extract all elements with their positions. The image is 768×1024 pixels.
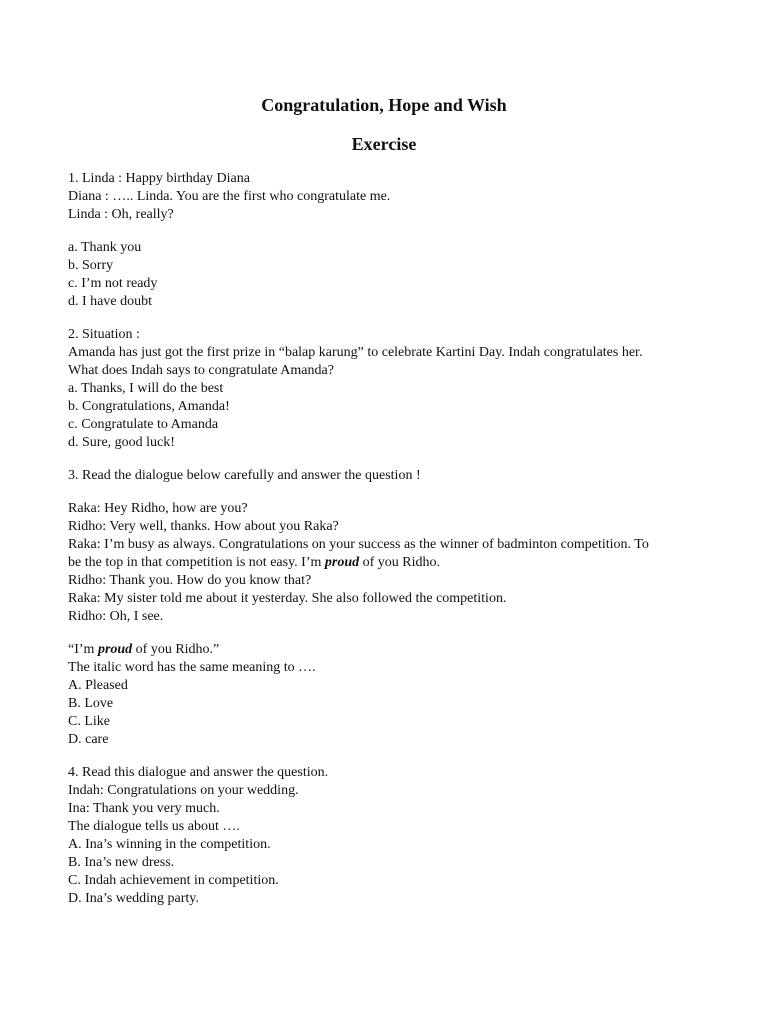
quote-text: of you Ridho.” [135, 642, 220, 657]
question-4-line: Indah: Congratulations on your wedding. [68, 783, 299, 798]
page-subtitle: Exercise [351, 134, 417, 154]
question-1-line: Linda : Oh, really? [68, 207, 174, 222]
question-3-option: B. Love [68, 696, 114, 711]
question-4-option: C. Indah achievement in competition. [68, 873, 279, 888]
question-4-option: B. Ina’s new dress. [68, 855, 175, 870]
question-3-option: A. Pleased [68, 678, 128, 693]
question-2-option: d. Sure, good luck! [68, 435, 175, 450]
dialogue-text: of you Ridho. [362, 555, 440, 570]
page-title: Congratulation, Hope and Wish [261, 95, 507, 115]
question-3-option: D. care [68, 732, 109, 747]
question-1-line: Diana : ….. Linda. You are the first who congratulate me. [68, 189, 391, 204]
emphasized-word: proud [324, 555, 360, 570]
dialogue-line [68, 554, 708, 572]
dialogue-line: Ridho: Thank you. How do you know that? [68, 573, 312, 588]
question-2-option: b. Congratulations, Amanda! [68, 399, 230, 414]
exercise-content [68, 170, 708, 908]
dialogue-line: Raka: My sister told me about it yesterday. She also followed the competition. [68, 591, 507, 606]
quoted-sentence [68, 641, 708, 659]
question-3-instruction: 3. Read the dialogue below carefully and answer the question ! [68, 468, 421, 483]
question-1-option: c. I’m not ready [68, 276, 158, 291]
emphasized-word: proud [97, 642, 133, 657]
question-1-line: 1. Linda : Happy birthday Diana [68, 171, 250, 186]
question-3-option: C. Like [68, 714, 110, 729]
question-3-question: The italic word has the same meaning to …. [68, 660, 316, 675]
question-4-option: A. Ina’s winning in the competition. [68, 837, 271, 852]
question-4-line: 4. Read this dialogue and answer the question. [68, 765, 329, 780]
question-4-line: The dialogue tells us about …. [68, 819, 240, 834]
question-1-option: a. Thank you [68, 240, 142, 255]
question-2-line: 2. Situation : [68, 327, 140, 342]
dialogue-line: Ridho: Very well, thanks. How about you Raka? [68, 519, 339, 534]
question-1-option: d. I have doubt [68, 294, 152, 309]
dialogue-line: Raka: I’m busy as always. Congratulations on your success as the winner of badminton competition. To [68, 537, 649, 552]
question-4-option: D. Ina’s wedding party. [68, 891, 199, 906]
dialogue-line: Raka: Hey Ridho, how are you? [68, 501, 248, 516]
question-2-line: What does Indah says to congratulate Amanda? [68, 363, 334, 378]
dialogue-line: Ridho: Oh, I see. [68, 609, 164, 624]
quote-text: “I’m [68, 642, 95, 657]
question-2-line: Amanda has just got the first prize in “balap karung” to celebrate Kartini Day. Indah congratulates her. [68, 345, 643, 360]
question-2-option: c. Congratulate to Amanda [68, 417, 219, 432]
question-4-line: Ina: Thank you very much. [68, 801, 220, 816]
dialogue-text: be the top in that competition is not easy. I’m [68, 555, 322, 570]
question-2-option: a. Thanks, I will do the best [68, 381, 224, 396]
question-1-option: b. Sorry [68, 258, 114, 273]
